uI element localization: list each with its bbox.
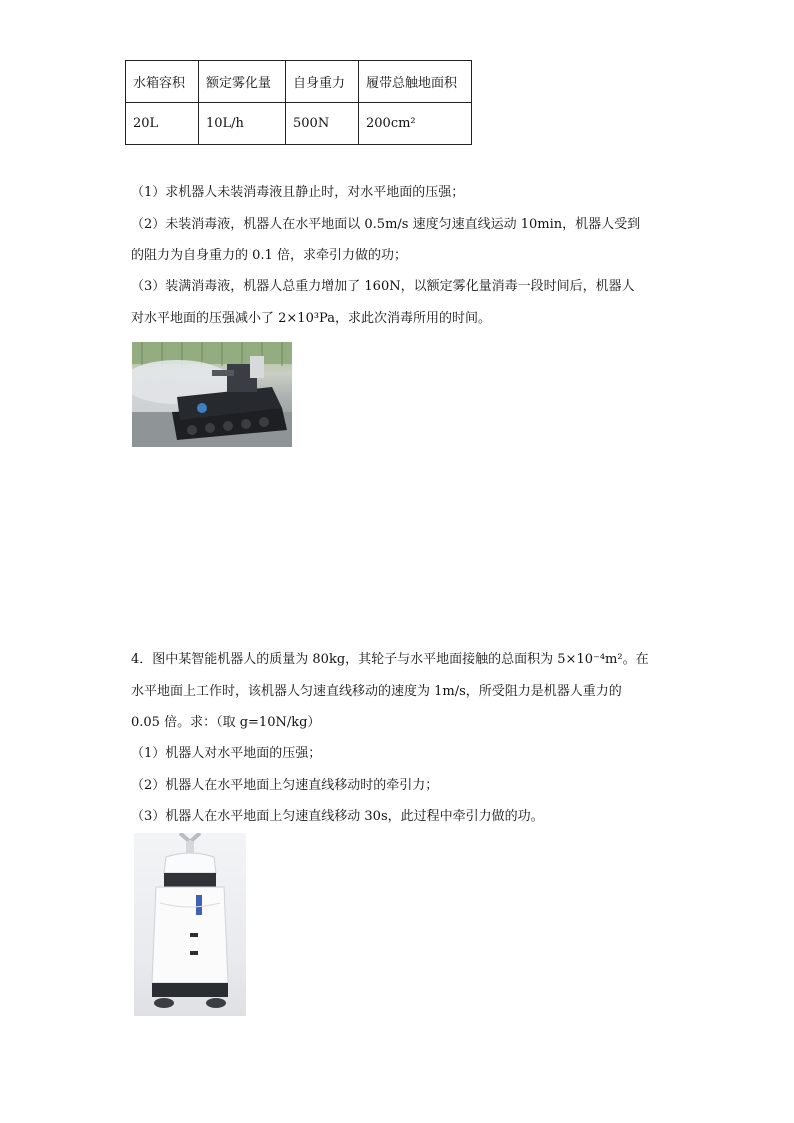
smart-robot-photo	[134, 833, 246, 1016]
q3-part3-line2: 对水平地面的压强减小了 2×10³Pa，求此次消毒所用的时间。	[131, 311, 491, 326]
table-header-cell: 履带总触地面积	[359, 61, 472, 103]
table-row	[126, 103, 472, 145]
table-header-cell: 额定雾化量	[199, 61, 286, 103]
q4-part2: （2）机器人在水平地面上匀速直线移动时的牵引力；	[131, 778, 439, 793]
q3-part3-line1: （3）装满消毒液，机器人总重力增加了 160N，以额定雾化量消毒一段时间后，机器人	[131, 279, 635, 294]
q3-part1: （1）求机器人未装消毒液且静止时，对水平地面的压强；	[131, 185, 465, 200]
table-cell: 20L	[126, 103, 199, 145]
q4-part1: （1）机器人对水平地面的压强；	[131, 746, 322, 761]
table-cell: 500N	[286, 103, 359, 145]
table-header-cell: 水箱容积	[126, 61, 199, 103]
q3-part2-line1: （2）未装消毒液，机器人在水平地面以 0.5m/s 速度匀速直线运动 10min，机器人受到	[131, 217, 641, 232]
tracked-disinfection-robot-photo	[132, 342, 292, 447]
q4-intro-line2: 水平地面上工作时，该机器人匀速直线移动的速度为 1m/s，所受阻力是机器人重力的	[131, 684, 622, 699]
table-header-cell: 自身重力	[286, 61, 359, 103]
smart-robot-illustration	[134, 833, 246, 1016]
table-header-row	[126, 61, 472, 103]
table-cell: 10L/h	[199, 103, 286, 145]
q4-intro-line3: 0.05 倍。求：（取 g=10N/kg）	[131, 715, 321, 730]
q4-intro-line1: 4．图中某智能机器人的质量为 80kg，其轮子与水平地面接触的总面积为 5×10⁻⁴m²。在	[131, 652, 649, 667]
table-cell: 200cm²	[359, 103, 472, 145]
q4-part3: （3）机器人在水平地面上匀速直线移动 30s，此过程中牵引力做的功。	[131, 809, 544, 824]
tracked-robot-illustration	[132, 342, 292, 447]
q3-part2-line2: 的阻力为自身重力的 0.1 倍，求牵引力做的功；	[131, 248, 407, 263]
robot-spec-table	[125, 60, 472, 145]
